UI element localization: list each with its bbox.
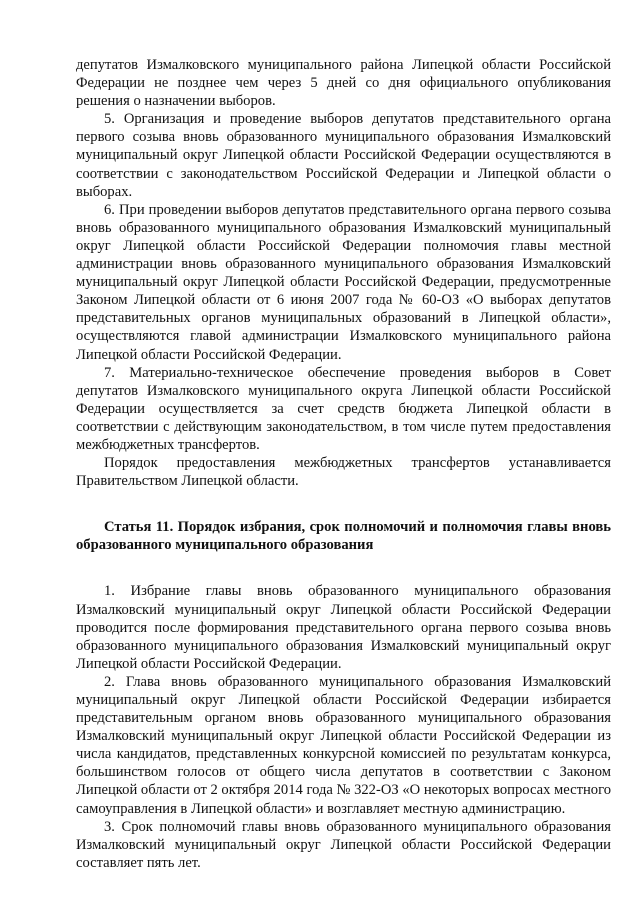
paragraph-article-11-item-3: 3. Срок полномочий главы вновь образованного муниципального образования Измалковский муниципальный округ Липецкой области Российской Федерации составляет пять лет. [76,818,611,871]
article-11-heading: Статья 11. Порядок избрания, срок полномочий и полномочия главы вновь образованного муниципального образования [76,519,611,554]
paragraph-article-11-item-2: 2. Глава вновь образованного муниципального образования Измалковский муниципальный округ Липецкой области Российской Федерации избирается представительным органом вновь образованного муниципального образования Измалковский муниципальный округ Липецкой области Российской Федерации из числа кандидатов, представленных конкурсной комиссией по результатам конкурса, большинством голосов от общего числа депутатов в соответствии с Законом Липецкой области от 2 октября 2014 года № 322-ОЗ «О некоторых вопросах местного самоуправления в Липецкой области» и возглавляет местную администрацию. [76,673,611,817]
paragraph-article-11-item-1: 1. Избрание главы вновь образованного муниципального образования Измалковский муниципальный округ Липецкой области Российской Федерации проводится после формирования представительного органа первого созыва вновь образованного муниципального образования Измалковский муниципальный округ Липецкой области Российской Федерации. [76,583,611,672]
document-page [76,56,611,872]
paragraph-continuation: депутатов Измалковского муниципального района Липецкой области Российской Федерации не позднее чем через 5 дней со дня официального опубликования решения о назначении выборов. [76,57,611,110]
paragraph-item-7-note: Порядок предоставления межбюджетных трансфертов устанавливается Правительством Липецкой области. [76,455,611,490]
paragraph-item-6: 6. При проведении выборов депутатов представительного органа первого созыва вновь образованного муниципального образования Измалковский муниципальный округ Липецкой области Российской Федерации полномочия главы местной администрации вновь образованного муниципального образования Измалковский муниципальный округ Липецкой области Российской Федерации, предусмотренные Законом Липецкой области от 6 июня 2007 года № 60-ОЗ «О выборах депутатов представительных органов муниципальных образований в Липецкой области», осуществляются главой администрации Измалковского муниципального района Липецкой области Российской Федерации. [76,201,611,363]
paragraph-item-5: 5. Организация и проведение выборов депутатов представительного органа первого созыва вновь образованного муниципального образования Измалковский муниципальный округ Липецкой области Российской Федерации осуществляются в соответствии с законодательством Российской Федерации и Липецкой области о выборах. [76,111,611,200]
paragraph-item-7: 7. Материально-техническое обеспечение проведения выборов в Совет депутатов Измалковского муниципального округа Липецкой области Российской Федерации осуществляется за счет средств бюджета Липецкой области в соответствии с действующим законодательством, в том числе путем предоставления межбюджетных трансфертов. [76,364,611,453]
